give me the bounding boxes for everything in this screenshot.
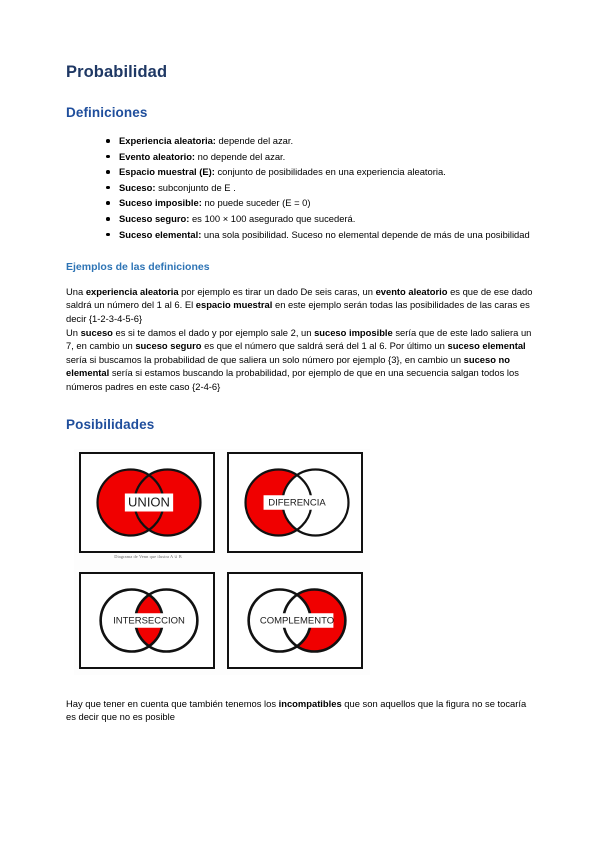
body-text: sería si buscamos la probabilidad de que saliera un solo número por ejemplo {3}, en cambio un: [66, 353, 464, 365]
venn-figure-union: [79, 452, 215, 553]
venn-figure-diferencia: [227, 452, 363, 553]
body-text: es que de ese dado saldrá un número del 1 al 6. El: [66, 285, 533, 311]
paragraph-incompatibles: [66, 697, 536, 724]
list-item: [106, 212, 536, 225]
definition-term: Suceso elemental:: [119, 228, 202, 240]
definitions-list: [66, 134, 536, 241]
figure-caption: Diagrama de Venn que ilustra A ∪ B: [114, 553, 182, 559]
section-heading-posibilidades: Posibilidades: [66, 416, 155, 432]
emphasis-text: experiencia aleatoria: [85, 285, 179, 297]
definition-text: es 100 × 100 asegurado que sucederá.: [189, 212, 356, 224]
page-title: Probabilidad: [66, 63, 168, 81]
venn-figure-cell: [222, 569, 370, 675]
body-text: Un: [66, 326, 81, 338]
definition-text: subconjunto de E .: [155, 181, 236, 193]
list-item: [106, 134, 536, 147]
venn-figure-cell: [74, 569, 222, 675]
definition-text: depende del azar.: [215, 135, 294, 146]
venn-label-text: INTERSECCION: [113, 615, 185, 627]
emphasis-text: incompatibles: [278, 697, 342, 709]
definition-text: conjunto de posibilidades en una experiencia aleatoria.: [214, 166, 446, 178]
document-content: [66, 62, 536, 724]
paragraph-ejemplos-1: [66, 285, 536, 326]
venn-diagram-svg: [229, 454, 363, 551]
list-item: [106, 181, 536, 194]
venn-figure-cell: [222, 449, 370, 569]
list-item: [106, 196, 536, 209]
emphasis-text: evento aleatorio: [375, 285, 448, 297]
body-text: que son aquellos que la figura no se tocaría es decir que no es posible: [66, 697, 527, 723]
venn-diagram-svg: [81, 454, 215, 551]
body-text: es que el número que saldrá será del 1 al 6. Por último un: [201, 340, 448, 352]
section-heading-definiciones: Definiciones: [66, 105, 148, 120]
body-text: en este ejemplo serán todas las posibilidades de las caras es decir {1-2-3-4-5-6}: [66, 299, 530, 325]
list-item: [106, 165, 536, 178]
emphasis-text: suceso seguro: [135, 340, 202, 352]
body-text: Una: [66, 285, 86, 297]
venn-figure-interseccion: [79, 572, 215, 669]
emphasis-text: espacio muestral: [195, 299, 273, 311]
definition-term: Suceso seguro:: [119, 212, 190, 224]
definition-term: Experiencia aleatoria:: [119, 135, 216, 146]
emphasis-text: suceso no elemental: [66, 353, 511, 379]
body-text: por ejemplo es tirar un dado De seis caras, un: [178, 285, 376, 297]
venn-figure-cell: [74, 449, 222, 569]
venn-label-text: COMPLEMENTO: [259, 615, 335, 627]
body-text: sería que de este lado saliera un 7, en cambio un: [66, 326, 532, 352]
definition-text: una sola posibilidad. Suceso no elemental depende de más de una posibilidad: [201, 228, 530, 240]
venn-figure-complemento: [227, 572, 363, 669]
definition-term: Espacio muestral (E):: [119, 166, 215, 178]
emphasis-text: suceso imposible: [314, 326, 393, 338]
definition-term: Suceso:: [119, 181, 156, 193]
definition-text: no puede suceder (E = 0): [201, 197, 311, 209]
definition-term: Suceso imposible:: [119, 197, 202, 209]
body-text: Hay que tener en cuenta que también tenemos los: [66, 697, 279, 709]
body-text: sería si estamos buscando la probabilidad, por ejemplo de que en una secuencia salgan todos los números padres en este caso {2-4-6}: [66, 367, 519, 393]
venn-diagram-grid: [74, 449, 370, 675]
subsection-heading-ejemplos: Ejemplos de las definiciones: [66, 260, 210, 273]
venn-label-text: UNION: [128, 494, 170, 510]
definition-term: Evento aleatorio:: [119, 150, 196, 162]
list-item: [106, 228, 536, 241]
list-item: [106, 150, 536, 163]
emphasis-text: suceso: [80, 326, 113, 338]
venn-label-text: DIFERENCIA: [268, 497, 326, 509]
venn-diagram-svg: [229, 574, 363, 667]
emphasis-text: suceso elemental: [447, 340, 526, 352]
body-text: es si te damos el dado y por ejemplo sale 2, un: [112, 326, 315, 338]
definition-text: no depende del azar.: [195, 150, 286, 162]
venn-diagram-svg: [81, 574, 215, 667]
paragraph-ejemplos-2: [66, 326, 536, 394]
